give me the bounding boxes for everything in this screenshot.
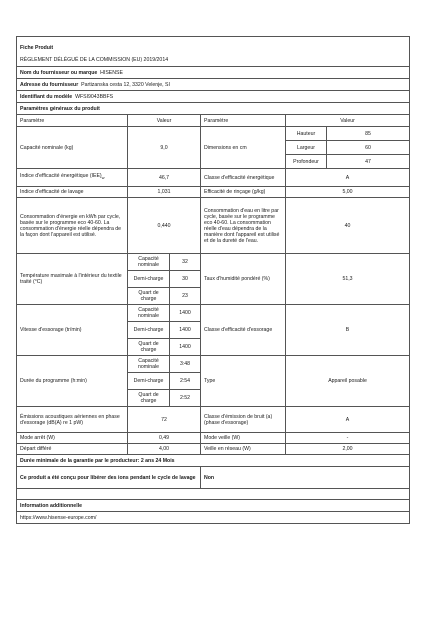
regulation-text: RÈGLEMENT DÉLÉGUÉ DE LA COMMISSION (EU) 2019/2014 bbox=[17, 57, 410, 67]
dimensions-label: Dimensions en cm bbox=[201, 127, 286, 169]
duration-quarter-value: 2:52 bbox=[170, 390, 201, 407]
delay-start-label: Départ différé bbox=[17, 444, 128, 455]
ions-value: Non bbox=[201, 467, 410, 489]
duration-quarter-label: Quart de charge bbox=[128, 390, 170, 407]
temperature-label: Température maximale à l'intérieur du textile traité (°C) bbox=[17, 254, 128, 305]
standby-value: - bbox=[286, 433, 410, 444]
model-id-value: WFSI9043BBFS bbox=[75, 93, 114, 100]
eei-subscript: w bbox=[101, 175, 105, 181]
col-header-param-2: Paramètre bbox=[201, 115, 286, 127]
col-header-value: Valeur bbox=[128, 115, 201, 127]
supplier-name-value: HISENSE bbox=[100, 69, 123, 76]
height-label: Hauteur bbox=[286, 127, 327, 141]
spin-quarter-value: 1400 bbox=[170, 339, 201, 356]
depth-value: 47 bbox=[327, 155, 410, 169]
product-fiche bbox=[16, 36, 409, 524]
spacer-row bbox=[17, 489, 410, 500]
temp-rated-value: 32 bbox=[170, 254, 201, 271]
capacity-label: Capacité nominale (kg) bbox=[17, 127, 128, 169]
off-mode-label: Mode arrêt (W) bbox=[17, 433, 128, 444]
supplier-name-row bbox=[17, 67, 410, 79]
general-params-heading: Paramètres généraux du produit bbox=[17, 103, 410, 115]
water-consumption-value: 40 bbox=[286, 198, 410, 254]
duration-half-label: Demi-charge bbox=[128, 373, 170, 390]
rinse-value: 5,00 bbox=[286, 187, 410, 198]
duration-label: Durée du programme (h:min) bbox=[17, 356, 128, 407]
supplier-address-row bbox=[17, 79, 410, 91]
warranty-label: Durée minimale de la garantie par le producteur: bbox=[20, 457, 140, 464]
spin-half-value: 1400 bbox=[170, 322, 201, 339]
model-id-row bbox=[17, 91, 410, 103]
col-header-param: Paramètre bbox=[17, 115, 128, 127]
spin-speed-label: Vitesse d'essorage (tr/min) bbox=[17, 305, 128, 356]
moisture-value: 51,3 bbox=[286, 254, 410, 305]
width-label: Largeur bbox=[286, 141, 327, 155]
col-header-value-2: Valeur bbox=[286, 115, 410, 127]
warranty-value: 2 ans 24 Mois bbox=[140, 457, 175, 464]
supplier-address-value: Partizanska cesta 12, 3320 Velenje, SI bbox=[81, 81, 170, 88]
energy-consumption-label: Consommation d'énergie en kWh par cycle, basée sur le programme eco 40-60. La consommation d'énergie réelle dépendra de la façon dont l'appareil est utilisé. bbox=[17, 198, 128, 254]
temp-half-value: 30 bbox=[170, 271, 201, 288]
energy-class-value: A bbox=[286, 169, 410, 187]
product-fiche-table bbox=[16, 36, 410, 524]
wash-index-label: Indice d'efficacité de lavage bbox=[17, 187, 128, 198]
depth-label: Profondeur bbox=[286, 155, 327, 169]
spin-quarter-label: Quart de charge bbox=[128, 339, 170, 356]
warranty-row bbox=[17, 455, 410, 467]
website-link[interactable]: https://www.hisense-europe.com/ bbox=[17, 512, 410, 524]
spin-half-label: Demi-charge bbox=[128, 322, 170, 339]
network-standby-label: Veille en réseau (W) bbox=[201, 444, 286, 455]
rinse-label: Efficacité de rinçage (g/kg) bbox=[201, 187, 286, 198]
spin-rated-label: Capacité nominale bbox=[128, 305, 170, 322]
duration-half-value: 2:54 bbox=[170, 373, 201, 390]
height-value: 85 bbox=[327, 127, 410, 141]
temp-rated-label: Capacité nominale bbox=[128, 254, 170, 271]
temp-quarter-label: Quart de charge bbox=[128, 288, 170, 305]
wash-index-value: 1,031 bbox=[128, 187, 201, 198]
eei-value: 46,7 bbox=[128, 169, 201, 187]
noise-value: 72 bbox=[128, 407, 201, 433]
noise-class-label: Classe d'émission de bruit (a) (phase d'essorage) bbox=[201, 407, 286, 433]
supplier-name-label: Nom du fournisseur ou marque bbox=[20, 69, 98, 76]
duration-rated-label: Capacité nominale bbox=[128, 356, 170, 373]
water-consumption-label: Consommation d'eau en litre par cycle, basée sur le programme eco 40-60. La consommation réelle d'eau dépendra de la manière dont l'appareil est utilisé et de la dureté de l'eau. bbox=[201, 198, 286, 254]
standby-label: Mode veille (W) bbox=[201, 433, 286, 444]
spin-rated-value: 1400 bbox=[170, 305, 201, 322]
width-value: 60 bbox=[327, 141, 410, 155]
eei-label-cell bbox=[17, 169, 128, 187]
temp-half-label: Demi-charge bbox=[128, 271, 170, 288]
ions-label: Ce produit a été conçu pour libérer des ions pendant le cycle de lavage bbox=[17, 467, 201, 489]
type-label: Type bbox=[201, 356, 286, 407]
eei-label: Indice d'efficacité énergétique (IEE) bbox=[20, 173, 102, 180]
noise-class-value: A bbox=[286, 407, 410, 433]
type-value: Appareil posable bbox=[286, 356, 410, 407]
moisture-label: Taux d'humidité pondéré (%) bbox=[201, 254, 286, 305]
supplier-address-label: Adresse du fournisseur bbox=[20, 81, 79, 88]
off-mode-value: 0,49 bbox=[128, 433, 201, 444]
spin-class-value: B bbox=[286, 305, 410, 356]
network-standby-value: 2,00 bbox=[286, 444, 410, 455]
page-title: Fiche Produit bbox=[17, 37, 410, 57]
spin-class-label: Classe d'efficacité d'essorage bbox=[201, 305, 286, 356]
duration-rated-value: 3:48 bbox=[170, 356, 201, 373]
energy-consumption-value: 0,440 bbox=[128, 198, 201, 254]
model-id-label: Identifiant du modèle bbox=[20, 93, 73, 100]
temp-quarter-value: 23 bbox=[170, 288, 201, 305]
capacity-value: 9,0 bbox=[128, 127, 201, 169]
noise-label: Émissions acoustiques aériennes en phase d'essorage (dB(A) re 1 pW) bbox=[17, 407, 128, 433]
delay-start-value: 4,00 bbox=[128, 444, 201, 455]
additional-info-heading: Information additionnelle bbox=[17, 500, 410, 512]
energy-class-label: Classe d'efficacité énergétique bbox=[201, 169, 286, 187]
